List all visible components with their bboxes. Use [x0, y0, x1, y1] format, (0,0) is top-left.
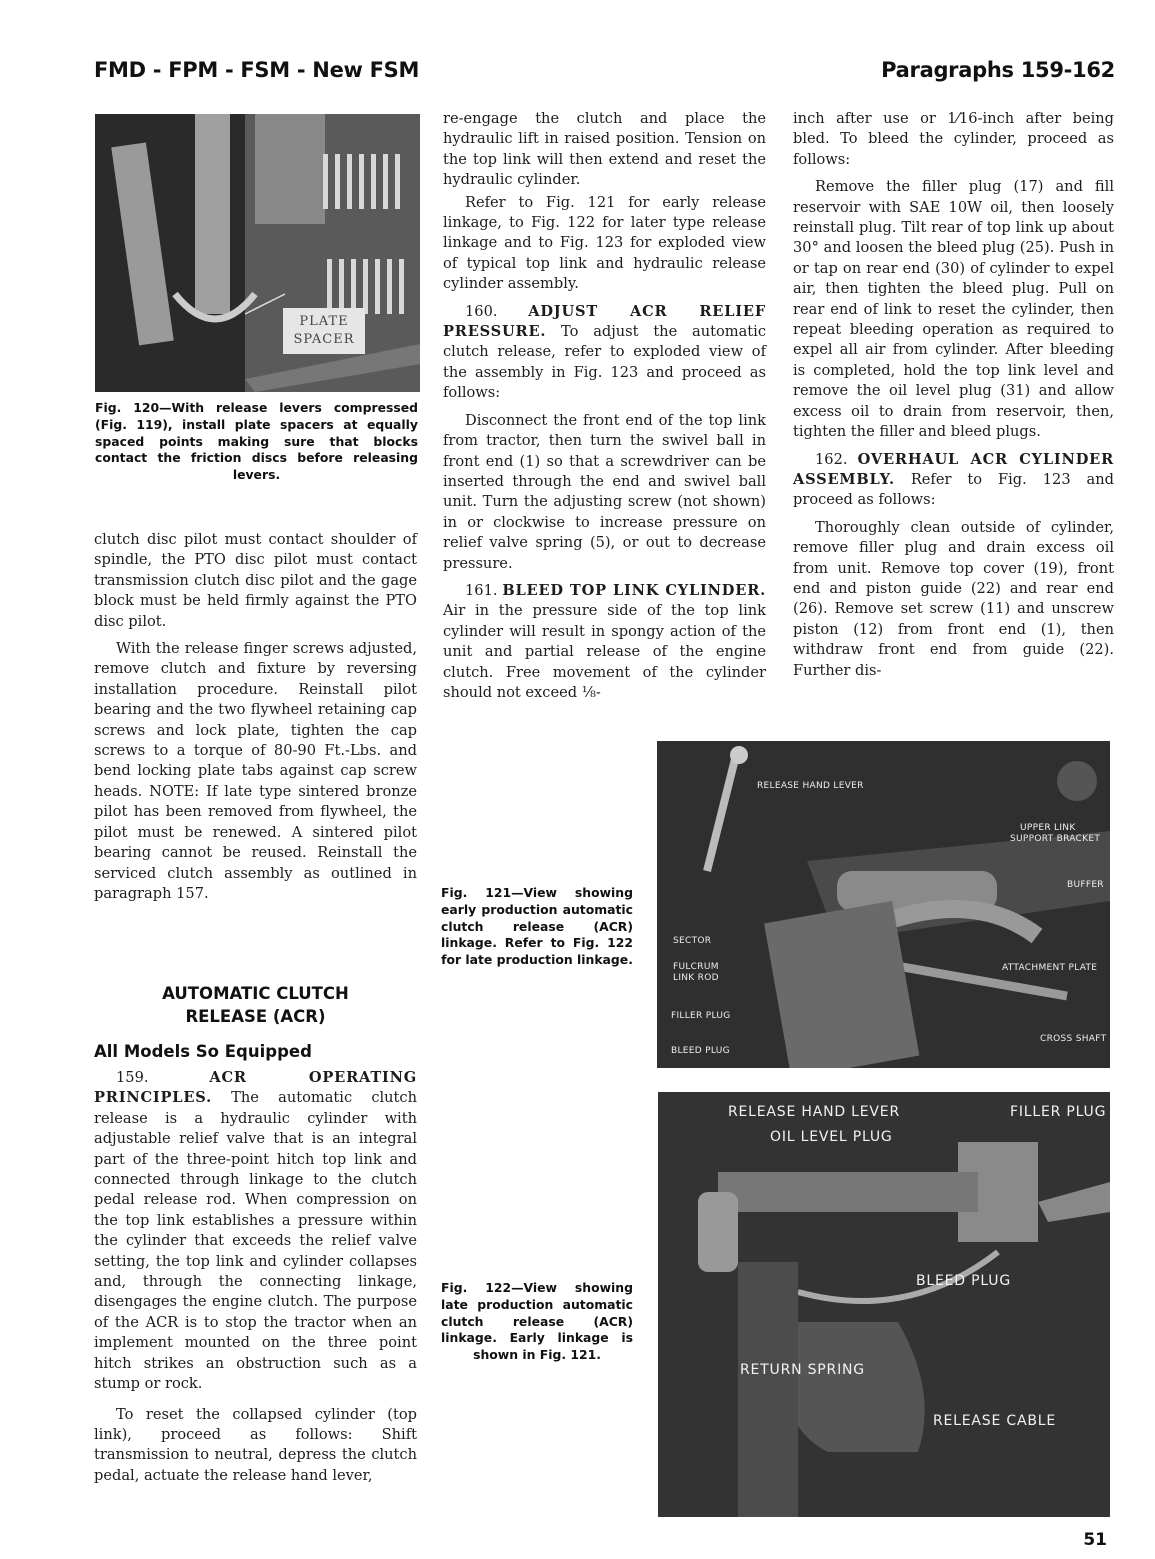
paragraph-number: 161.: [465, 581, 498, 599]
label-release-hand-lever: RELEASE HAND LEVER: [757, 781, 864, 791]
paragraph: Thoroughly clean outside of cylinder, remove filler plug and drain excess oil from unit. Remove top cover (19), front end and piston guide (22) and rear end (26). Remove set screw (11) and unscrew piston (12) from front end (1), then withdraw front end from guide (22). Further dis-: [793, 518, 1114, 679]
paragraph-number: 162.: [815, 450, 848, 468]
paragraph-heading: ADJUST ACR RELIEF PRESSURE.: [443, 302, 766, 341]
paragraph-heading: ACR OPERATING PRINCIPLES.: [94, 1069, 418, 1107]
clutch-plate-spacer-image: [95, 114, 420, 392]
label-attachment-plate: ATTACHMENT PLATE: [1002, 963, 1098, 973]
fig120-caption: Fig. 120—With release levers compressed (Fig. 119), install plate spacers at equally spaced points making sure that blocks contact the friction discs before releasing levers.: [95, 400, 418, 483]
fig120-photo: [95, 114, 420, 392]
acr-late-linkage-image: [658, 1092, 1110, 1517]
label-oil-level-plug: OIL LEVEL PLUG: [770, 1129, 893, 1145]
paragraph-161: [443, 581, 766, 703]
paragraph: To reset the collapsed cylinder (top link), proceed as follows: Shift transmission to neutral, depress the clutch pedal, actuate the release hand lever,: [94, 1405, 417, 1484]
paragraph-162: [793, 450, 1114, 511]
plate-spacer-label-line1: PLATE: [299, 314, 349, 329]
paragraph-number: 159.: [116, 1069, 149, 1086]
paragraph: Disconnect the front end of the top link from tractor, then turn the swivel ball in front end (1) so that a screwdriver can be inserted through the end and swivel ball unit. Turn the adjusting screw (not shown) in or clockwise to increase pressure on relief valve spring (5), or out to decrease pressure.: [443, 411, 766, 572]
label-buffer: BUFFER: [1067, 880, 1104, 890]
paragraph: inch after use or 1⁄16-inch after being bled. To bleed the cylinder, proceed as follows:: [793, 110, 1114, 168]
paragraph-body: Refer to Fig. 123 and proceed as follows:: [793, 470, 1115, 509]
label-cross-shaft: CROSS SHAFT: [1040, 1034, 1107, 1044]
label-release-cable: RELEASE CABLE: [933, 1413, 1056, 1429]
paragraph-heading: BLEED TOP LINK CYLINDER.: [502, 581, 766, 599]
fig121-photo: [657, 741, 1110, 1068]
label-fulcrum: FULCRUM: [673, 962, 719, 972]
label-filler-plug: FILLER PLUG: [1010, 1104, 1107, 1120]
paragraph: Refer to Fig. 121 for early release linkage, to Fig. 122 for later type release linkage and to Fig. 123 for exploded view of typical top link and hydraulic release cylinder assembly.: [443, 193, 766, 293]
label-sector: SECTOR: [673, 936, 712, 946]
label-bleed-plug: BLEED PLUG: [671, 1046, 730, 1056]
page-number: 51: [1083, 1530, 1107, 1550]
label-link-rod: LINK ROD: [673, 973, 719, 983]
label-release-hand-lever: RELEASE HAND LEVER: [728, 1104, 900, 1120]
running-header-models: FMD - FPM - FSM - New FSM: [94, 58, 420, 82]
paragraph-body: Air in the pressure side of the top link cylinder will result in spongy action of the unit and partial release of the engine clutch. Free movement of the cylinder should not exceed ⅛-: [443, 602, 766, 701]
label-return-spring: RETURN SPRING: [740, 1362, 865, 1378]
label-upper-link-2: SUPPORT BRACKET: [1010, 834, 1101, 844]
paragraph: Remove the filler plug (17) and fill reservoir with SAE 10W oil, then loosely reinstall plug. Tilt rear of top link up about 30° and loosen the bleed plug (25). Push in or tap on rear end (30) of cylinder to expel air, then tighten the bleed plug. Pull on rear end of link to reset the cylinder, then repeat bleeding operation as required to expel all air from cylinder. After bleeding is completed, hold the top link level and remove the oil level plug (31) and allow excess oil to drain from reservoir, then, tighten the filler and bleed plugs.: [793, 178, 1114, 441]
paragraph: clutch disc pilot must contact shoulder of spindle, the PTO disc pilot must contact transmission clutch disc pilot and the gage block must be held firmly against the PTO disc pilot.: [94, 531, 417, 630]
running-header-paragraphs: Paragraphs 159-162: [881, 58, 1115, 82]
paragraph-160: [443, 302, 766, 404]
paragraph-number: 160.: [465, 302, 498, 320]
label-bleed-plug: BLEED PLUG: [916, 1273, 1011, 1289]
fig122-photo: [658, 1092, 1110, 1517]
fig122-caption: Fig. 122—View showing late production automatic clutch release (ACR) linkage. Early linkage is shown in Fig. 121.: [441, 1280, 633, 1363]
fig121-caption: Fig. 121—View showing early production automatic clutch release (ACR) linkage. Refer to Fig. 122 for late production linkage.: [441, 885, 633, 968]
paragraph-body: The automatic clutch release is a hydraulic cylinder with adjustable relief valve that is an integral part of the three-point hitch top link and connected through linkage to the clutch pedal release rod. When compression on the top link establishes a pressure within the cylinder that exceeds the relief valve setting, the top link and cylinder collapses and, through the connecting linkage, disengages the engine clutch. The purpose of the ACR is to stop the tractor when an implement mounted on the three point hitch strikes an obstruction such as a stump or rock.: [94, 1089, 417, 1393]
paragraph-159: [94, 1068, 417, 1395]
label-upper-link-1: UPPER LINK: [1020, 823, 1076, 833]
label-filler-plug: FILLER PLUG: [671, 1011, 731, 1021]
section-title-line2: RELEASE (ACR): [185, 1007, 326, 1026]
paragraph: With the release finger screws adjusted, remove clutch and fixture by reversing installation procedure. Reinstall pilot bearing and the two flywheel retaining cap screws and lock plate, tighten the cap screws to a torque of 80-90 Ft.-Lbs. and bend locking plate tabs against cap screw heads. NOTE: If late type sintered bronze pilot has been removed from flywheel, the pilot must be renewed. A sintered pilot bearing cannot be reused. Reinstall the serviced clutch assembly as outlined in paragraph 157.: [94, 640, 417, 902]
section-title-line1: AUTOMATIC CLUTCH: [162, 984, 349, 1003]
paragraph: re-engage the clutch and place the hydraulic lift in raised position. Tension on the top link will then extend and reset the hydraulic cylinder.: [443, 110, 766, 189]
column-2: [443, 109, 766, 710]
column-1-upper: [94, 530, 417, 911]
section-title: [94, 982, 417, 1028]
column-1-lower: [94, 1068, 417, 1493]
plate-spacer-tag: [283, 308, 365, 354]
subsection-title: All Models So Equipped: [94, 1042, 312, 1061]
column-3: [793, 109, 1114, 688]
paragraph-heading: OVERHAUL ACR CYLINDER ASSEMBLY.: [793, 450, 1115, 488]
plate-spacer-label-line2: SPACER: [293, 332, 355, 347]
paragraph-body: To adjust the automatic clutch release, refer to exploded view of the assembly in Fig. 123 and proceed as follows:: [443, 323, 766, 402]
